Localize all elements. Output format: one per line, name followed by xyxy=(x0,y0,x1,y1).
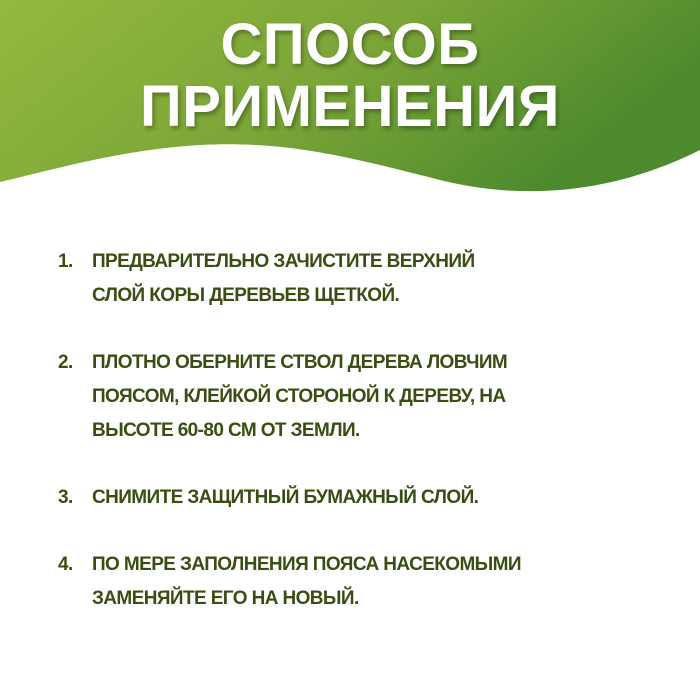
step-text xyxy=(92,548,658,616)
step-text-line: СНИМИТЕ ЗАЩИТНЫЙ БУМАЖНЫЙ СЛОЙ. xyxy=(92,487,479,508)
step-number: 3. xyxy=(58,487,73,508)
step-text xyxy=(92,481,658,515)
step-text xyxy=(92,245,658,313)
step-text-line: СЛОЙ КОРЫ ДЕРЕВЬЕВ ЩЕТКОЙ. xyxy=(92,285,400,306)
step-text-line: ПОЯСОМ, КЛЕЙКОЙ СТОРОНОЙ К ДЕРЕВУ, НА xyxy=(92,386,506,407)
step-text-line: ПЛОТНО ОБЕРНИТЕ СТВОЛ ДЕРЕВА ЛОВЧИМ xyxy=(92,352,508,373)
step-number: 2. xyxy=(58,352,73,373)
step-text xyxy=(92,346,658,448)
step-item-4 xyxy=(58,548,658,616)
title-line-1: СПОСОБ xyxy=(220,12,480,77)
step-text-line: ПО МЕРЕ ЗАПОЛНЕНИЯ ПОЯСА НАСЕКОМЫМИ xyxy=(92,554,521,575)
step-text-line: ЗАМЕНЯЙТЕ ЕГО НА НОВЫЙ. xyxy=(92,588,359,609)
step-number: 1. xyxy=(58,251,73,272)
title-line-2: ПРИМЕНЕНИЯ xyxy=(140,74,560,139)
step-number: 4. xyxy=(58,554,73,575)
step-text-line: ПРЕДВАРИТЕЛЬНО ЗАЧИСТИТЕ ВЕРХНИЙ xyxy=(92,251,475,272)
page-title xyxy=(0,14,700,138)
step-item-1 xyxy=(58,245,658,313)
steps-list xyxy=(58,245,658,616)
step-item-3 xyxy=(58,481,658,515)
step-item-2 xyxy=(58,346,658,448)
step-text-line: ВЫСОТЕ 60-80 СМ ОТ ЗЕМЛИ. xyxy=(92,420,360,441)
